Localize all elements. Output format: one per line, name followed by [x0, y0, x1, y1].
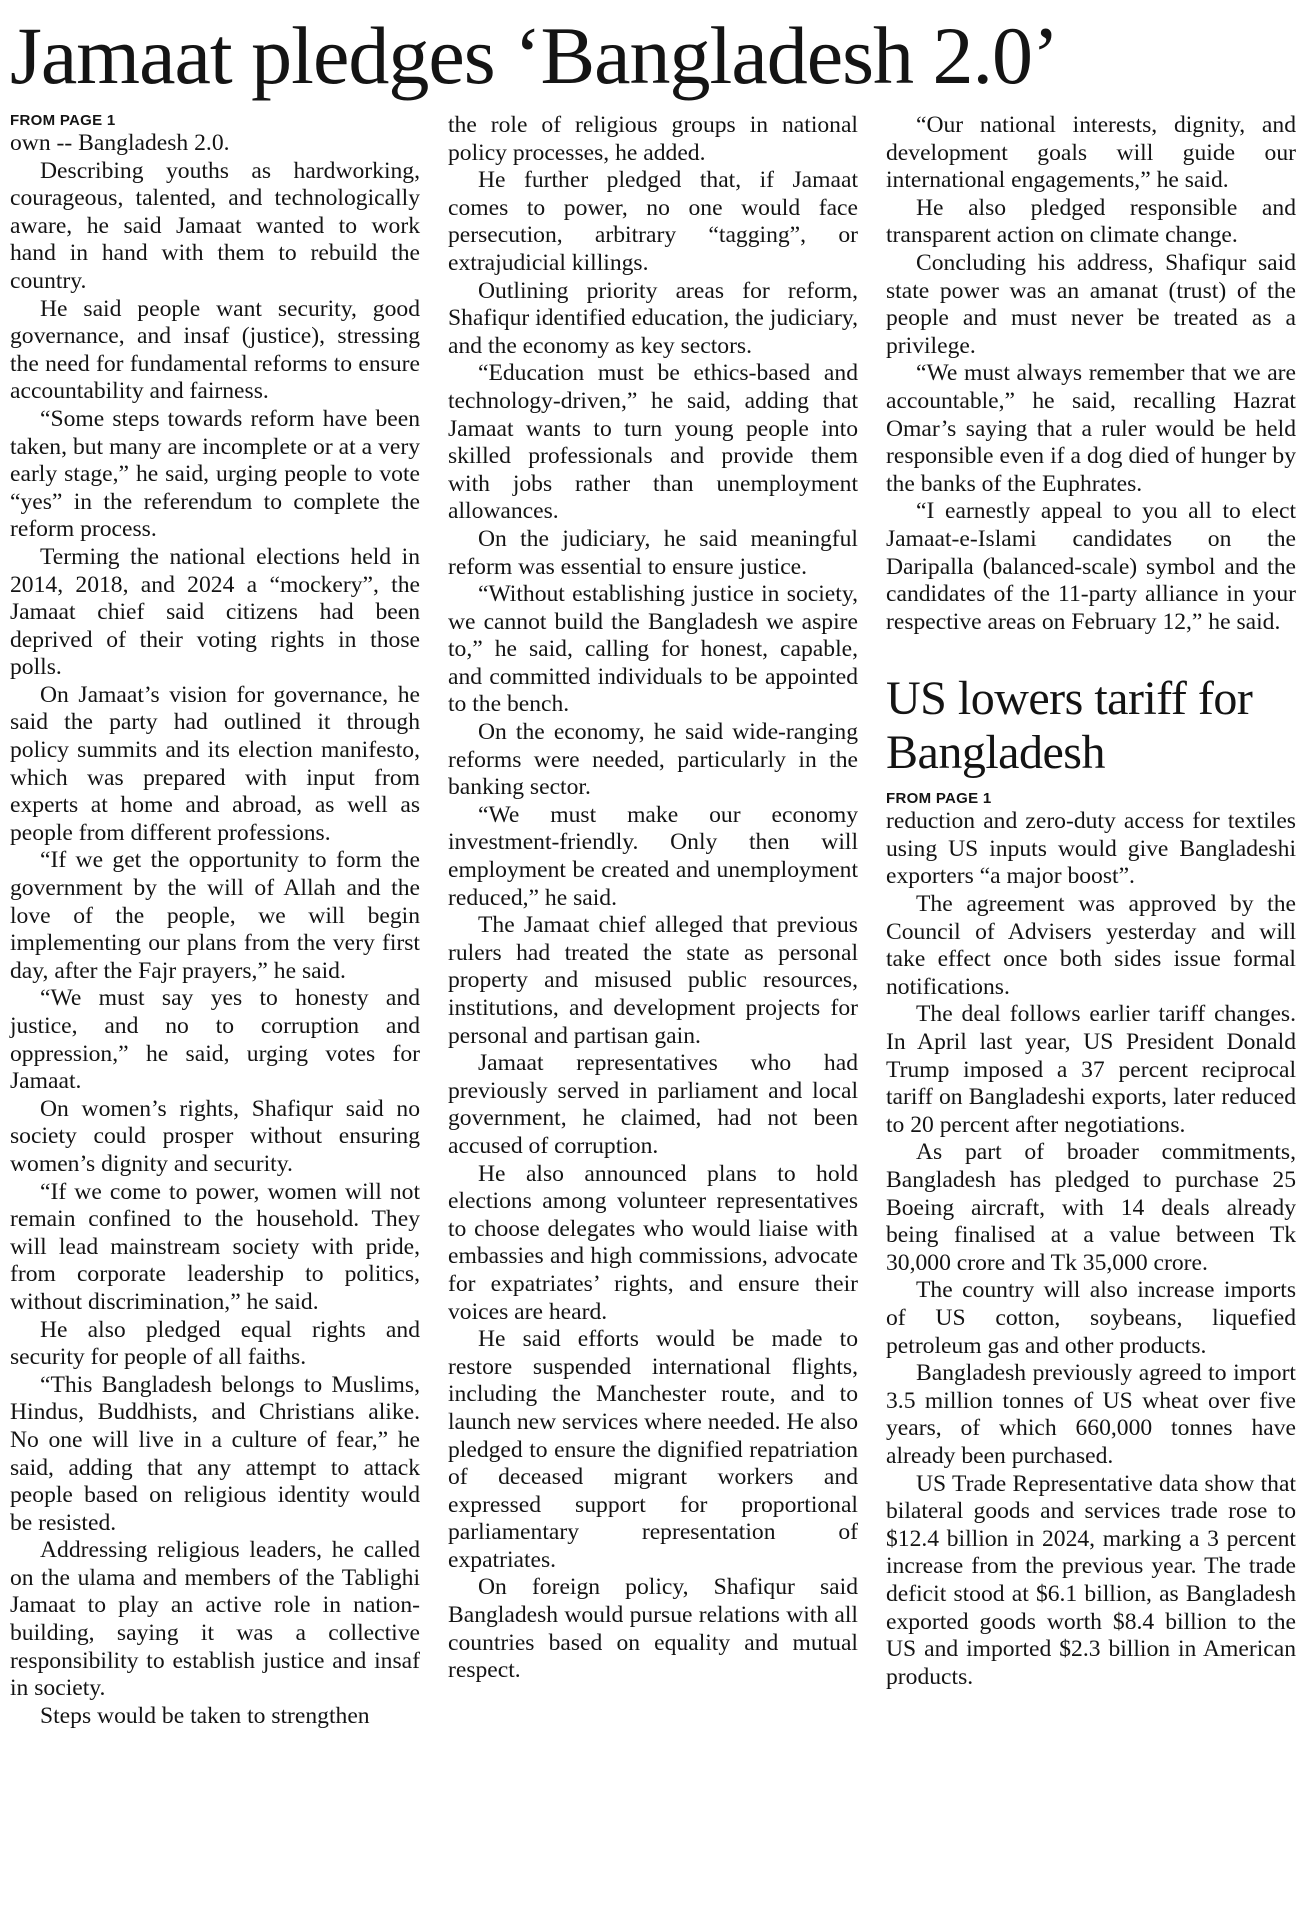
paragraph: Describing youths as hardworking, courageous, talented, and technologically aware, he said Jamaat wanted to work hand in hand with them to rebuild the country.: [10, 157, 420, 294]
continuation-kicker: FROM PAGE 1: [10, 112, 116, 129]
paragraph: As part of broader commitments, Bangladesh has pledged to purchase 25 Boeing aircraft, with 14 deals already being finalised at a value between Tk 30,000 crore and Tk 35,000 crore.: [886, 1139, 1296, 1276]
paragraph: On Jamaat’s vision for governance, he said the party had outlined it through policy summits and its election manifesto, which was prepared with input from experts at home and abroad, as well as people from different professions.: [10, 681, 420, 846]
paragraph: “We must always remember that we are accountable,” he said, recalling Hazrat Omar’s saying that a ruler would be held responsible even if a dog died of hunger by the banks of the Euphrates.: [886, 360, 1296, 497]
paragraph: On foreign policy, Shafiqur said Bangladesh would pursue relations with all countries based on equality and mutual respect.: [448, 1574, 858, 1684]
paragraph: He said people want security, good governance, and insaf (justice), stressing the need for fundamental reforms to ensure accountability and fairness.: [10, 295, 420, 405]
paragraph: Bangladesh previously agreed to import 3.5 million tonnes of US wheat over five years, of which 660,000 tonnes have already been purchased.: [886, 1360, 1296, 1469]
secondary-headline: US lowers tariff for Bangladesh: [886, 672, 1253, 780]
paragraph: Terming the national elections held in 2014, 2018, and 2024 a “mockery”, the Jamaat chief said citizens had been deprived of their voting rights in those polls.: [10, 543, 420, 681]
article-column-2: [448, 112, 858, 1685]
paragraph: “Education must be ethics-based and technology-driven,” he said, adding that Jamaat wants to turn young people into skilled professionals and provide them with jobs rather than unemployment allowances.: [448, 360, 858, 525]
paragraph: “If we come to power, women will not remain confined to the household. They will lead mainstream society with pride, from corporate leadership to politics, without discrimination,” he said.: [10, 1178, 420, 1315]
paragraph: He further pledged that, if Jamaat comes to power, no one would face persecution, arbitrary “tagging”, or extrajudicial killings.: [448, 167, 858, 276]
paragraph: He said efforts would be made to restore suspended international flights, including the Manchester route, and to launch new services where needed. He also pledged to ensure the dignified repatriation of deceased migrant workers and expressed support for proportional parliamentary representation of expatriates.: [448, 1326, 858, 1573]
paragraph: the role of religious groups in national policy processes, he added.: [448, 112, 858, 166]
paragraph: On women’s rights, Shafiqur said no society could prosper without ensuring women’s dignity and security.: [10, 1095, 420, 1177]
paragraph: The Jamaat chief alleged that previous rulers had treated the state as personal property and misused public resources, institutions, and development projects for personal and partisan gain.: [448, 912, 858, 1049]
paragraph: The country will also increase imports of US cotton, soybeans, liquefied petroleum gas and other products.: [886, 1277, 1296, 1359]
paragraph: “Some steps towards reform have been taken, but many are incomplete or at a very early stage,” he said, urging people to vote “yes” in the referendum to complete the reform process.: [10, 405, 420, 543]
article-column-1: [10, 112, 420, 1730]
paragraph: “If we get the opportunity to form the government by the will of Allah and the love of the people, we will begin implementing our plans from the very first day, after the Fajr prayers,” he said.: [10, 847, 420, 984]
paragraph: He also pledged responsible and transparent action on climate change.: [886, 194, 1296, 249]
paragraph: Jamaat representatives who had previously served in parliament and local government, he claimed, had not been accused of corruption.: [448, 1050, 858, 1159]
paragraph: own -- Bangladesh 2.0.: [10, 130, 230, 156]
paragraph: “This Bangladesh belongs to Muslims, Hindus, Buddhists, and Christians alike. No one will live in a culture of fear,” he said, adding that any attempt to attack people based on religious identity would be resisted.: [10, 1371, 420, 1536]
paragraph: He also announced plans to hold elections among volunteer representatives to choose delegates who would liaise with embassies and high commissions, advocate for expatriates’ rights, and ensure their voices are heard.: [448, 1160, 858, 1325]
paragraph: Addressing religious leaders, he called on the ulama and members of the Tablighi Jamaat to play an active role in nation-building, saying it was a collective responsibility to establish justice and insaf in society.: [10, 1537, 420, 1702]
paragraph: “Without establishing justice in society, we cannot build the Bangladesh we aspire to,” he said, calling for honest, capable, and committed individuals to be appointed to the bench.: [448, 581, 858, 718]
paragraph: The deal follows earlier tariff changes. In April last year, US President Donald Trump imposed a 37 percent reciprocal tariff on Bangladeshi exports, later reduced to 20 percent after negotiations.: [886, 1001, 1296, 1138]
paragraph: On the economy, he said wide-ranging reforms were needed, particularly in the banking sector.: [448, 719, 858, 801]
paragraph: US Trade Representative data show that bilateral goods and services trade rose to $12.4 billion in 2024, marking a 3 percent increase from the previous year. The trade deficit stood at $6.1 billion, as Bangladesh exported goods worth $8.4 billion to the US and imported $2.3 billion in American products.: [886, 1470, 1296, 1690]
continuation-kicker: FROM PAGE 1: [886, 790, 992, 808]
paragraph: reduction and zero-duty access for textiles using US inputs would give Bangladeshi exporters “a major boost”.: [886, 808, 1296, 890]
paragraph: He also pledged equal rights and security for people of all faiths.: [10, 1316, 420, 1371]
paragraph: Outlining priority areas for reform, Shafiqur identified education, the judiciary, and the economy as key sectors.: [448, 277, 858, 359]
paragraph: The agreement was approved by the Council of Advisers yesterday and will take effect once both sides issue formal notifications.: [886, 891, 1296, 1000]
paragraph: Steps would be taken to strengthen: [40, 1702, 370, 1729]
main-headline: Jamaat pledges ‘Bangladesh 2.0’: [10, 10, 1059, 101]
paragraph: “I earnestly appeal to you all to elect Jamaat-e-Islami candidates on the Daripalla (balanced-scale) symbol and the candidates of the 11-party alliance in your respective areas on February 12,” he said.: [886, 498, 1296, 635]
article-column-3: [886, 112, 1296, 1691]
paragraph: “We must make our economy investment-friendly. Only then will employment be created and unemployment reduced,” he said.: [448, 801, 858, 911]
paragraph: “Our national interests, dignity, and development goals will guide our international engagements,” he said.: [886, 112, 1296, 194]
paragraph: On the judiciary, he said meaningful reform was essential to ensure justice.: [448, 525, 858, 580]
paragraph: Concluding his address, Shafiqur said state power was an amanat (trust) of the people and must never be treated as a privilege.: [886, 249, 1296, 359]
paragraph: “We must say yes to honesty and justice, and no to corruption and oppression,” he said, urging votes for Jamaat.: [10, 985, 420, 1095]
